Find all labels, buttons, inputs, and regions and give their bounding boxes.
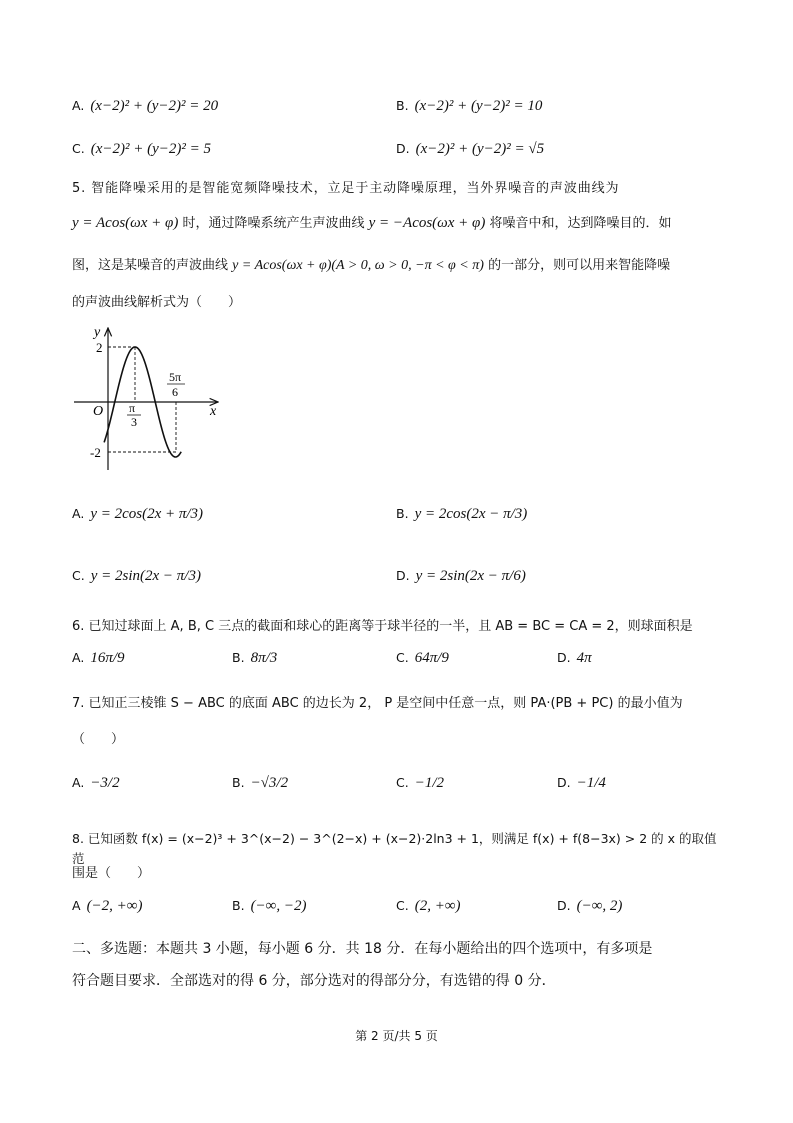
q7-option-a: A. −3/2 [72, 775, 120, 791]
section2-heading-line1: 二、多选题：本题共 3 小题，每小题 6 分．共 18 分．在每小题给出的四个选项中，有多项是 [72, 941, 653, 957]
q6-stem: 6. 已知过球面上 A, B, C 三点的截面和球心的距离等于球半径的一半，且 AB = BC = CA = 2，则球面积是 [72, 619, 693, 634]
q7-stem: 7. 已知正三棱锥 S − ABC 的底面 ABC 的边长为 2， P 是空间中任意一点，则 PA·(PB + PC) 的最小值为 [72, 696, 683, 711]
tick-5pi-6-num: 5π [169, 370, 182, 384]
q6-option-c: C. 64π/9 [396, 650, 449, 666]
q5-option-b: B. y = 2cos(2x − π/3) [396, 506, 528, 522]
origin-label: O [93, 404, 104, 419]
y-axis-label: y [94, 325, 101, 340]
tick-pi-3-den: 3 [131, 415, 137, 429]
q4-option-b: B. (x−2)² + (y−2)² = 10 [396, 98, 543, 114]
q5-option-d: D. y = 2sin(2x − π/6) [396, 568, 526, 584]
x-axis-label: x [210, 404, 217, 419]
q5-wave-graph [68, 322, 228, 472]
q5-line1: 5. 智能降噪采用的是智能宽频降噪技术，立足于主动降噪原理，当外界噪音的声波曲线为 [72, 181, 620, 196]
tick-5pi-6-den: 6 [172, 385, 178, 399]
q5-line4: 的声波曲线解析式为（ ） [72, 295, 242, 310]
q7-option-d: D. −1/4 [557, 775, 606, 791]
y-min-label: -2 [90, 445, 101, 460]
q7-paren: （ ） [72, 732, 125, 747]
q5-option-a: A. y = 2cos(2x + π/3) [72, 506, 204, 522]
q5-option-c: C. y = 2sin(2x − π/3) [72, 568, 201, 584]
q8-option-a: A (−2, +∞) [72, 898, 143, 914]
q8-option-b: B. (−∞, −2) [232, 898, 307, 914]
q6-option-d: D. 4π [557, 650, 592, 666]
q7-option-b: B. −√3/2 [232, 775, 289, 791]
tick-pi-3-num: π [129, 401, 136, 415]
q5-line2: y = Acos(ωx + φ) 时，通过降噪系统产生声波曲线 y = −Acos(ωx + φ) 将噪音中和，达到降噪目的．如 [72, 215, 672, 231]
q4-option-c: C. (x−2)² + (y−2)² = 5 [72, 141, 211, 157]
q6-option-a: A. 16π/9 [72, 650, 125, 666]
section2-heading-line2: 符合题目要求．全部选对的得 6 分，部分选对的得部分分，有选错的得 0 分． [72, 973, 556, 989]
q7-option-c: C. −1/2 [396, 775, 444, 791]
q8-stem-2: 围是（ ） [72, 866, 151, 881]
y-max-label: 2 [96, 340, 103, 355]
q5-line3: 图，这是某噪音的声波曲线 y = Acos(ωx + φ)(A > 0, ω > 0, −π < φ < π) 的一部分，则可以用来智能降噪 [72, 258, 671, 273]
q6-option-b: B. 8π/3 [232, 650, 278, 666]
q8-option-c: C. (2, +∞) [396, 898, 461, 914]
q4-option-a: A. (x−2)² + (y−2)² = 20 [72, 98, 219, 114]
q4-option-d: D. (x−2)² + (y−2)² = √5 [396, 141, 545, 157]
page-footer: 第 2 页/共 5 页 [355, 1029, 438, 1043]
q8-option-d: D. (−∞, 2) [557, 898, 623, 914]
q8-stem: 8. 已知函数 f(x) = (x−2)³ + 3^(x−2) − 3^(2−x) + (x−2)·2ln3 + 1，则满足 f(x) + f(8−3x) > 2 的 x 的取值范 [72, 831, 717, 866]
